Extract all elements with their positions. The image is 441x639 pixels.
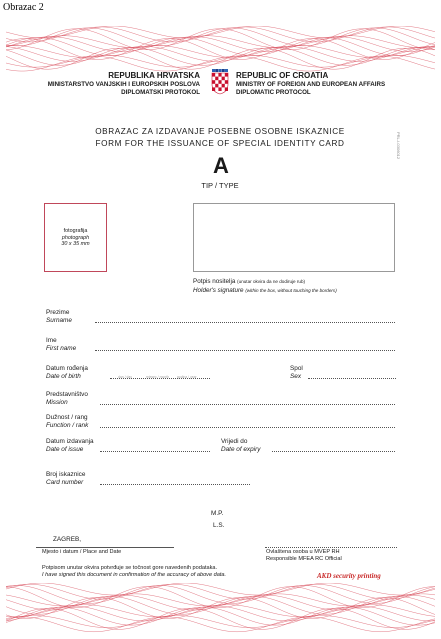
sex-label-en: Sex (290, 372, 302, 380)
confirmation-en: I have signed this document in confirmation of the accuracy of above data. (42, 571, 227, 578)
dob-label-en: Date of birth (46, 372, 81, 380)
form-title-en: FORM FOR THE ISSUANCE OF SPECIAL IDENTITY CARD (95, 139, 345, 148)
signature-label-en: Holder's signature (193, 286, 244, 294)
dob-label-hr: Datum rođenja (46, 365, 88, 372)
official-label-en: Responsible MFEA RC Official (266, 555, 342, 562)
function-label-en: Function / rank (46, 421, 89, 429)
card-type-letter: A (213, 153, 229, 178)
ministry-name-hr: MINISTARSTVO VANJSKIH I EUROPSKIH POSLOVA (47, 81, 200, 88)
guilloche-line (6, 585, 435, 603)
stamp-ls: L.S. (213, 522, 225, 529)
printer-logo: AKD security printing (317, 572, 381, 580)
function-label (46, 414, 88, 429)
crest-square (222, 77, 225, 81)
crest-square (212, 80, 215, 84)
photo-label-hr: fotografija (63, 228, 88, 234)
photo-box[interactable] (44, 203, 107, 272)
crest-square (222, 84, 225, 88)
crest-square (225, 87, 228, 91)
dob-year-hint: godina / year (177, 375, 197, 379)
dob-month-hint: mjesec / month (146, 375, 169, 379)
form-title-hr: OBRAZAC ZA IZDAVANJE POSEBNE OSOBNE ISKAZNICE (95, 127, 345, 136)
mission-field[interactable] (100, 404, 395, 405)
document-label: Obrazac 2 (3, 2, 44, 13)
expiry-label-en: Date of expiry (221, 445, 261, 453)
top-guilloche-pattern (6, 26, 436, 72)
crest-square (225, 73, 228, 77)
coat-of-arms-icon (211, 69, 229, 95)
date-of-expiry-label (221, 438, 260, 453)
official-signature-field[interactable] (265, 547, 397, 548)
confirmation-hr: Potpisom unutar okvira potvrđuje se točnost gore navedenih podataka. (42, 565, 218, 571)
guilloche-line (6, 584, 435, 599)
date-of-birth-label (46, 365, 88, 380)
place-date-field[interactable] (36, 547, 174, 548)
crest-square (218, 73, 221, 77)
expiry-label-hr: Vrijedi do (221, 438, 248, 445)
protocol-name-en: DIPLOMATIC PROTOCOL (236, 88, 311, 96)
date-of-issue-field[interactable] (100, 451, 210, 452)
guilloche-line (6, 617, 435, 632)
side-code: PRL-I-0306012 (396, 132, 401, 160)
signature-label (193, 278, 337, 295)
sex-label-hr: Spol (290, 365, 303, 372)
place-text: ZAGREB, (53, 536, 82, 543)
function-label-hr: Dužnost / rang (46, 414, 88, 421)
signature-box[interactable] (193, 203, 395, 272)
stamp-mp: M.P. (211, 510, 224, 517)
first-name-label-hr: Ime (46, 337, 57, 344)
official-label (266, 549, 342, 562)
photo-label-en: photograph (61, 234, 90, 241)
guilloche-line (6, 608, 435, 629)
crest-square (212, 87, 215, 91)
confirmation-text (42, 565, 226, 578)
signature-note-hr: (unutar okvira da ne dodiruje rub) (237, 279, 306, 284)
card-number-label (46, 471, 85, 486)
photo-caption (45, 228, 106, 248)
surname-label (46, 309, 72, 324)
issue-label-hr: Datum izdavanja (46, 438, 94, 445)
function-field[interactable] (100, 427, 395, 428)
ministry-name-en: MINISTRY OF FOREIGN AND EUROPEAN AFFAIRS (236, 81, 386, 88)
date-of-expiry-field[interactable] (272, 451, 395, 452)
mission-label-en: Mission (46, 398, 68, 406)
date-of-birth-field[interactable] (110, 378, 210, 379)
header-right (236, 71, 416, 96)
signature-label-hr: Potpis nositelja (193, 278, 236, 285)
card-number-field[interactable] (100, 484, 250, 485)
surname-field[interactable] (95, 322, 395, 323)
mission-label-hr: Predstavništvo (46, 391, 88, 398)
signature-note-en: (within the box, without touching the borders) (245, 287, 337, 293)
first-name-label (46, 337, 76, 352)
guilloche-line (6, 36, 435, 48)
photo-size: 30 x 35 mm (61, 241, 90, 247)
crest-square (218, 87, 221, 91)
card-number-label-en: Card number (46, 478, 84, 486)
guilloche-line (6, 48, 435, 69)
country-name-en: REPUBLIC OF CROATIA (236, 71, 329, 80)
date-of-issue-label (46, 438, 94, 453)
crest-square (218, 80, 221, 84)
mission-label (46, 391, 88, 406)
first-name-label-en: First name (46, 344, 77, 352)
guilloche-line (6, 616, 435, 628)
type-label: TIP / TYPE (201, 181, 239, 190)
header-left (40, 71, 200, 96)
country-name-hr: REPUBLIKA HRVATSKA (108, 71, 200, 80)
first-name-field[interactable] (95, 350, 395, 351)
guilloche-line (6, 46, 435, 61)
card-number-label-hr: Broj iskaznice (46, 471, 86, 478)
official-label-hr: Ovlaštena osoba u MVEP RH (266, 549, 340, 555)
crest-square (225, 80, 228, 84)
sex-label (290, 365, 303, 380)
crest-square (212, 73, 215, 77)
dob-day-hint: dan / day (118, 375, 132, 379)
protocol-name-hr: DIPLOMATSKI PROTOKOL (121, 88, 200, 96)
issue-label-en: Date of issue (46, 445, 84, 453)
bottom-guilloche-pattern (6, 583, 436, 633)
crest-square (215, 77, 218, 81)
guilloche-line (6, 37, 435, 52)
sex-field[interactable] (308, 378, 396, 379)
surname-label-hr: Prezime (46, 309, 70, 316)
place-date-label: Mjesto i datum / Place and Date (42, 549, 122, 555)
surname-label-en: Surname (46, 316, 72, 324)
crest-square (215, 84, 218, 88)
